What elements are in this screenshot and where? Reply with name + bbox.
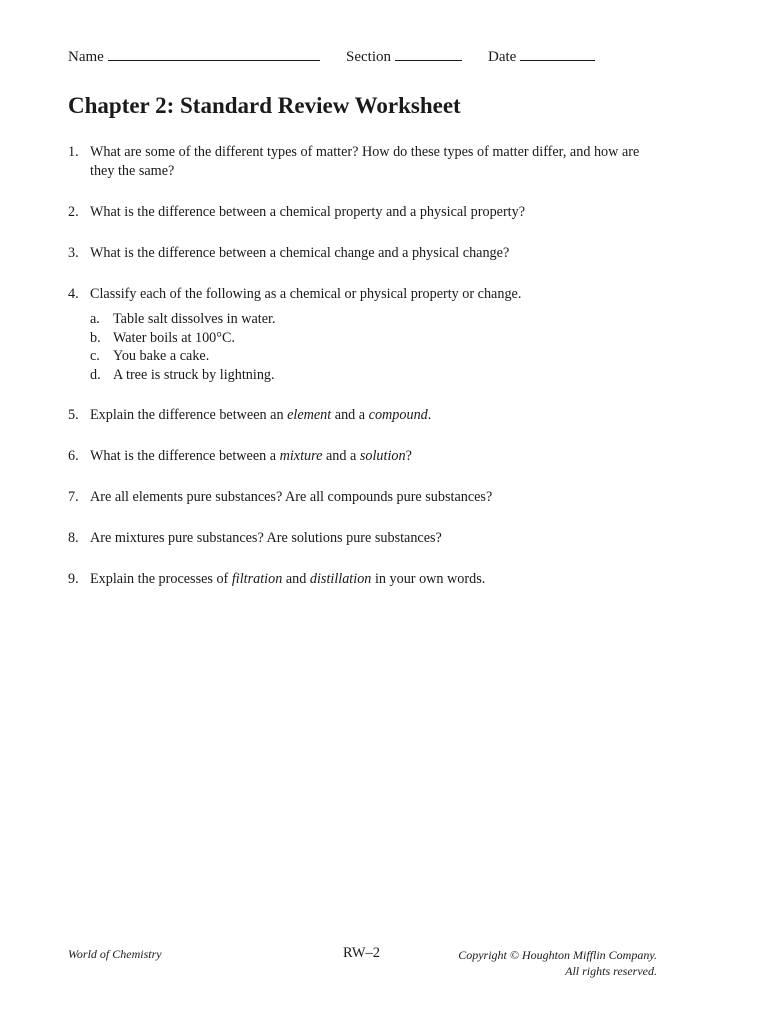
- text-part: Explain the processes of: [90, 571, 232, 587]
- question-4: [68, 285, 648, 384]
- sub-question-list: [90, 310, 648, 384]
- date-blank[interactable]: [520, 46, 595, 61]
- question-number: 3.: [68, 245, 79, 261]
- footer-book-title: World of Chemistry: [68, 947, 162, 961]
- question-text: Classify each of the following as a chemical or physical property or change.: [90, 286, 522, 302]
- question-text: [90, 407, 431, 423]
- text-part: and a: [322, 448, 360, 464]
- sub-question-a: [90, 310, 648, 329]
- sub-question-d: [90, 366, 648, 385]
- term-filtration: filtration: [231, 571, 283, 587]
- copyright-line-1: Copyright © Houghton Mifflin Company.: [458, 948, 657, 962]
- question-text: [90, 448, 412, 464]
- question-8: [68, 529, 648, 548]
- text-part: in your own words.: [371, 571, 486, 587]
- question-number: 2.: [68, 204, 79, 220]
- sub-text: Water boils at 100°C.: [113, 329, 235, 346]
- footer-page-number: RW–2: [343, 945, 381, 961]
- question-9: [68, 570, 648, 589]
- question-number: 5.: [68, 407, 79, 423]
- question-text: What are some of the different types of matter? How do these types of matter differ, and how are they the same?: [90, 144, 640, 179]
- name-label: Name: [68, 49, 104, 65]
- sub-text: Table salt dissolves in water.: [113, 311, 276, 327]
- question-number: 6.: [68, 448, 79, 464]
- date-field[interactable]: [488, 46, 595, 66]
- sub-letter: b.: [90, 329, 101, 346]
- date-label: Date: [488, 49, 517, 65]
- question-number: 7.: [68, 489, 79, 505]
- term-mixture: mixture: [279, 448, 323, 464]
- sub-text: A tree is struck by lightning.: [113, 366, 275, 383]
- question-text: What is the difference between a chemical property and a physical property?: [90, 204, 526, 220]
- sub-letter: d.: [90, 366, 101, 383]
- sub-question-b: [90, 329, 648, 348]
- question-text: Are mixtures pure substances? Are solutions pure substances?: [90, 530, 442, 546]
- sub-letter: c.: [90, 348, 100, 364]
- sub-question-c: [90, 347, 648, 366]
- question-5: [68, 406, 648, 425]
- term-distillation: distillation: [309, 571, 372, 587]
- section-blank[interactable]: [395, 46, 462, 61]
- question-number: 1.: [68, 144, 79, 160]
- copyright-line-2: All rights reserved.: [565, 964, 657, 978]
- question-text: What is the difference between a chemical change and a physical change?: [90, 245, 510, 261]
- text-part: and: [282, 571, 310, 587]
- question-number: 8.: [68, 530, 79, 546]
- term-solution: solution: [359, 448, 406, 464]
- text-part: What is the difference between a: [90, 448, 280, 464]
- section-label: Section: [346, 49, 391, 65]
- page-title: Chapter 2: Standard Review Worksheet: [68, 93, 461, 118]
- term-element: element: [287, 407, 332, 423]
- text-part: ?: [405, 448, 412, 464]
- text-part: and a: [331, 407, 369, 423]
- question-number: 4.: [68, 286, 79, 302]
- question-3: [68, 244, 648, 263]
- question-2: [68, 203, 648, 222]
- question-text: Are all elements pure substances? Are all compounds pure substances?: [90, 489, 493, 505]
- text-part: .: [427, 407, 432, 423]
- footer-copyright: [458, 947, 657, 979]
- question-6: [68, 447, 648, 466]
- section-field[interactable]: [346, 46, 462, 66]
- name-blank[interactable]: [108, 46, 320, 61]
- sub-text: You bake a cake.: [113, 348, 210, 364]
- term-compound: compound: [368, 407, 428, 423]
- question-7: [68, 488, 648, 507]
- question-list: [68, 143, 648, 611]
- name-field[interactable]: [68, 46, 320, 66]
- question-1: [68, 143, 648, 181]
- question-number: 9.: [68, 571, 79, 587]
- text-part: Explain the difference between an: [90, 407, 288, 423]
- question-text: [90, 571, 485, 587]
- sub-letter: a.: [90, 311, 100, 327]
